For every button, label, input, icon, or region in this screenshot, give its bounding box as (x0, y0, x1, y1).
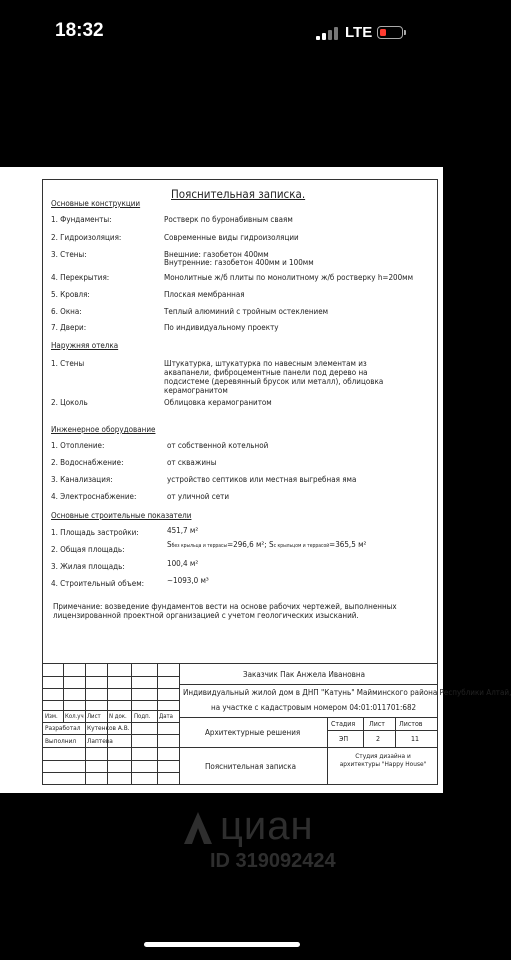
row-value: Плоская мембранная (164, 290, 245, 299)
row-label: 5. Кровля: (51, 290, 90, 299)
stage-label: Стадия (331, 720, 356, 728)
sheet-label: Лист (369, 720, 385, 728)
row-label: 2. Общая площадь: (51, 545, 125, 554)
watermark (180, 800, 420, 880)
executor-name: Лаптева (87, 737, 113, 745)
row-value: Внешние: газобетон 400мм (164, 250, 269, 259)
row-label: 2. Водоснабжение: (51, 458, 124, 467)
row-value: от собственной котельной (167, 441, 269, 450)
home-indicator[interactable] (144, 942, 300, 947)
header-cell: Подп. (134, 713, 151, 720)
row-label: 2. Гидроизоляция: (51, 233, 122, 242)
row-value: Ростверк по буронабивным сваям (164, 215, 293, 224)
developer-name: Кутенков А.В. (87, 724, 130, 732)
row-label: 3. Стены: (51, 250, 87, 259)
header-cell: Изм. (45, 713, 58, 720)
row-value: Штукатурка, штукатурка по навесным элементам из аквапанели, фиброцементные панели под дерево на подсистеме (деревянный брусок или металл), облицовка керамогранитом (164, 359, 384, 395)
row-label: 4. Перекрытия: (51, 273, 110, 282)
header-cell: Лист (87, 713, 101, 720)
header-cell: Кол.уч (65, 713, 84, 720)
row-value: от уличной сети (167, 492, 229, 501)
row-label: 6. Окна: (51, 307, 82, 316)
row-label: 7. Двери: (51, 323, 87, 332)
sheets-value: 11 (411, 735, 420, 743)
row-value: устройство септиков или местная выгребная яма (167, 475, 357, 484)
developer-role: Разработал (45, 724, 81, 732)
document-title: Пояснительная записка. (171, 187, 306, 201)
status-time: 18:32 (55, 20, 104, 41)
executor-role: Выполнил (45, 737, 77, 745)
watermark-brand: циан (220, 804, 314, 848)
note: Примечание: возведение фундаментов вести на основе рабочих чертежей, выполненных лицензированной проектной организацией с учетом геологических изысканий. (53, 602, 397, 620)
title-block (43, 663, 511, 784)
section-heading: Основные конструкции (51, 199, 141, 208)
watermark-id: ID 319092424 (210, 850, 336, 872)
document-page[interactable] (0, 167, 511, 793)
row-label: 1. Площадь застройки: (51, 528, 139, 537)
status-bar (0, 0, 443, 70)
row-label: 1. Фундаменты: (51, 215, 112, 224)
row-label: 1. Стены (51, 359, 85, 368)
row-value: 451,7 м² (167, 526, 199, 535)
row-value: Облицовка керамогранитом (164, 398, 272, 407)
cian-logo-icon (180, 808, 216, 848)
section-heading: Инженерное оборудование (51, 425, 156, 434)
signal-icon (316, 26, 338, 40)
row-value: ~1093,0 м³ (167, 576, 209, 585)
row-value: Теплый алюминий с тройным остеклением (164, 307, 329, 316)
row-label: 4. Электроснабжение: (51, 492, 137, 501)
sheets-label: Листов (399, 720, 423, 728)
section-name: Архитектурные решения (205, 728, 301, 737)
sheet-name: Пояснительная записка (205, 762, 297, 771)
document-frame (42, 179, 511, 785)
sheet-value: 2 (376, 735, 381, 743)
project-name: Индивидуальный жилой дом в ДНП "Катунь" Майминского района Республики Алтай, (183, 688, 511, 697)
row-label: 2. Цоколь (51, 398, 88, 407)
section-heading: Основные строительные показатели (51, 511, 192, 520)
row-value: от скважины (167, 458, 217, 467)
row-label: 1. Отопление: (51, 441, 105, 450)
stage-value: ЭП (339, 735, 349, 743)
row-value: Sбез крыльца и террасы=296,6 м²; Sс крыльцом и террасой=365,5 м² (167, 540, 367, 549)
customer: Заказчик Пак Анжела Ивановна (243, 670, 365, 679)
row-value: Современные виды гидроизоляции (164, 233, 299, 242)
row-value: Внутренние: газобетон 400мм и 100мм (164, 258, 314, 267)
row-value: Монолитные ж/б плиты по монолитному ж/б ростверку h=200мм (164, 273, 414, 282)
row-label: 3. Жилая площадь: (51, 562, 125, 571)
row-value: 100,4 м² (167, 559, 199, 568)
studio-name: Студия дизайна и архитектуры "Happy House" (339, 752, 427, 768)
header-cell: Дата (159, 713, 173, 720)
network-type: LTE (345, 24, 373, 41)
project-cadastral: на участке с кадастровым номером 04:01:011701:682 (211, 703, 417, 712)
row-label: 4. Строительный объем: (51, 579, 145, 588)
row-label: 3. Канализация: (51, 475, 113, 484)
battery-icon (377, 26, 403, 39)
section-heading: Наружняя отелка (51, 341, 119, 350)
row-value: По индивидуальному проекту (164, 323, 279, 332)
header-cell: N док. (109, 713, 127, 720)
